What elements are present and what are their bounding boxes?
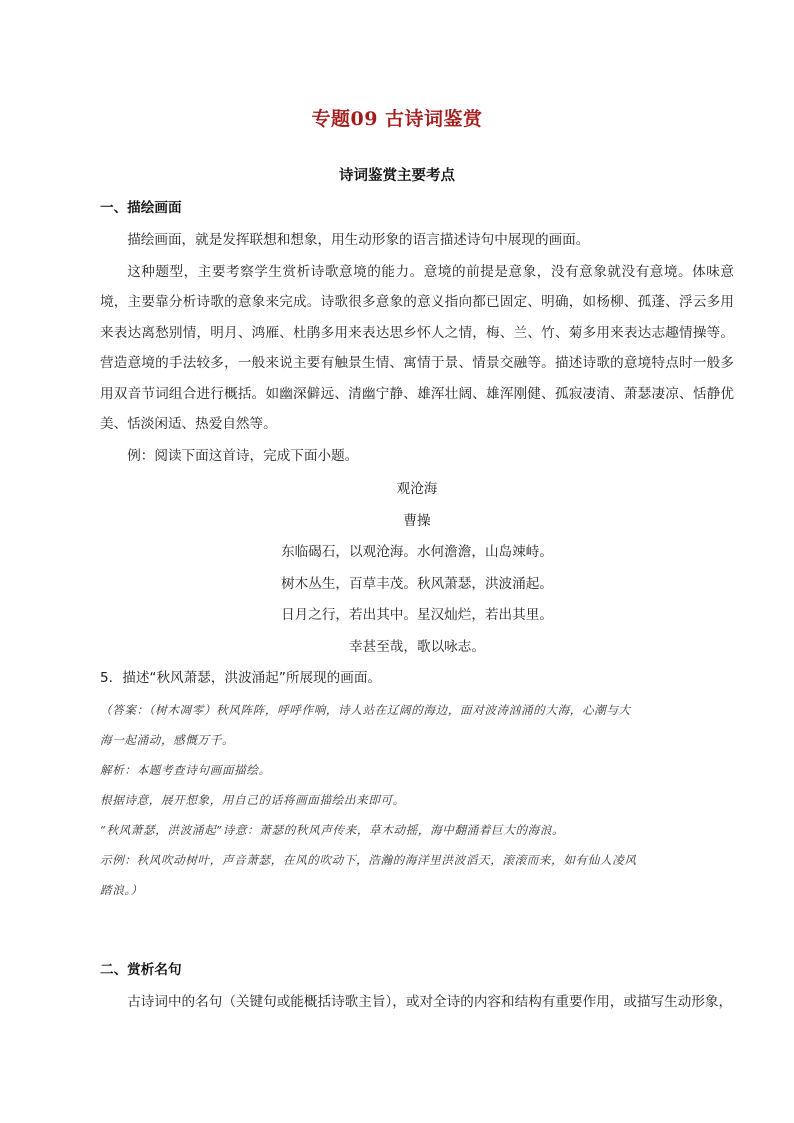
section-describe-scene bbox=[100, 193, 734, 905]
example-line: 示例：秋风吹动树叶，声音萧瑟，在风的吹动下，浩瀚的海洋里洪波滔天，滚滚而来，如有仙人凌风 bbox=[100, 853, 637, 867]
section2-heading: 二、赏析名句 bbox=[100, 962, 182, 978]
poem-author: 曹操 bbox=[403, 512, 431, 529]
section-appreciate-lines bbox=[100, 955, 734, 1018]
poem-line: 树木丛生，百草丰茂。秋风萧瑟，洪波涌起。 bbox=[281, 575, 553, 592]
question-5: 5．描述“秋风萧瑟，洪波涌起”所展现的画面。 bbox=[100, 670, 382, 686]
answer-line: （答案：（树木凋零）秋风阵阵，呼呼作响，诗人站在辽阔的海边，面对波涛汹涌的大海，心潮与大 bbox=[100, 703, 631, 717]
answer-line: 海一起涌动，感慨万千。 bbox=[100, 733, 235, 747]
analysis-line: “秋风萧瑟，洪波涌起”诗意：萧瑟的秋风声传来，草木动摇，海中翻涌着巨大的海浪。 bbox=[100, 823, 565, 837]
poem-line: 东临碣石，以观沧海。水何澹澹，山岛竦峙。 bbox=[281, 544, 553, 560]
section1-para2: 这种题型，主要考察学生赏析诗歌意境的能力。意境的前提是意象，没有意象就没有意境。体味意境，主要靠分析诗歌的意象来完成。诗歌很多意象的意义指向都已固定、明确，如杨柳、孤蓬、浮云多用来表达离愁别情，明月、鸿雁、杜鹃多用来表达思乡怀人之情，梅、兰、竹、菊多用来表达志趣情操等。营造意境的手法较多，一般来说主要有触景生情、寓情于景、情景交融等。描述诗歌的意境特点时一般多用双音节词组合进行概括。如幽深僻远、清幽宁静、雄浑壮阔、雄浑刚健、孤寂凄清、萧瑟凄凉、恬静优美、恬淡闲适、热爱自然等。 bbox=[100, 263, 734, 432]
analysis-line: 解析：本题考查诗句画面描绘。 bbox=[100, 763, 271, 777]
answer-block bbox=[100, 695, 734, 905]
analysis-line: 根据诗意，展开想象，用自己的话将画面描绘出来即可。 bbox=[100, 793, 405, 807]
poem-line: 日月之行，若出其中。星汉灿烂，若出其里。 bbox=[281, 607, 553, 623]
document-title: 专题09 古诗词鉴赏 bbox=[311, 108, 483, 130]
section2-para1: 古诗词中的名句（关键句或能概括诗歌主旨），或对全诗的内容和结构有重要作用，或描写生动形象， bbox=[127, 994, 733, 1010]
example-intro: 例：阅读下面这首诗，完成下面小题。 bbox=[127, 447, 359, 464]
poem-line: 幸甚至哉，歌以咏志。 bbox=[349, 638, 485, 655]
section1-heading: 一、描绘画面 bbox=[100, 200, 182, 216]
poem-title: 观沧海 bbox=[396, 481, 438, 497]
document-subtitle: 诗词鉴赏主要考点 bbox=[339, 168, 455, 184]
poem-block bbox=[100, 474, 734, 663]
section1-para1: 描绘画面，就是发挥联想和想象，用生动形象的语言描述诗句中展现的画面。 bbox=[127, 232, 590, 248]
example-line: 踏浪。） bbox=[100, 883, 143, 897]
